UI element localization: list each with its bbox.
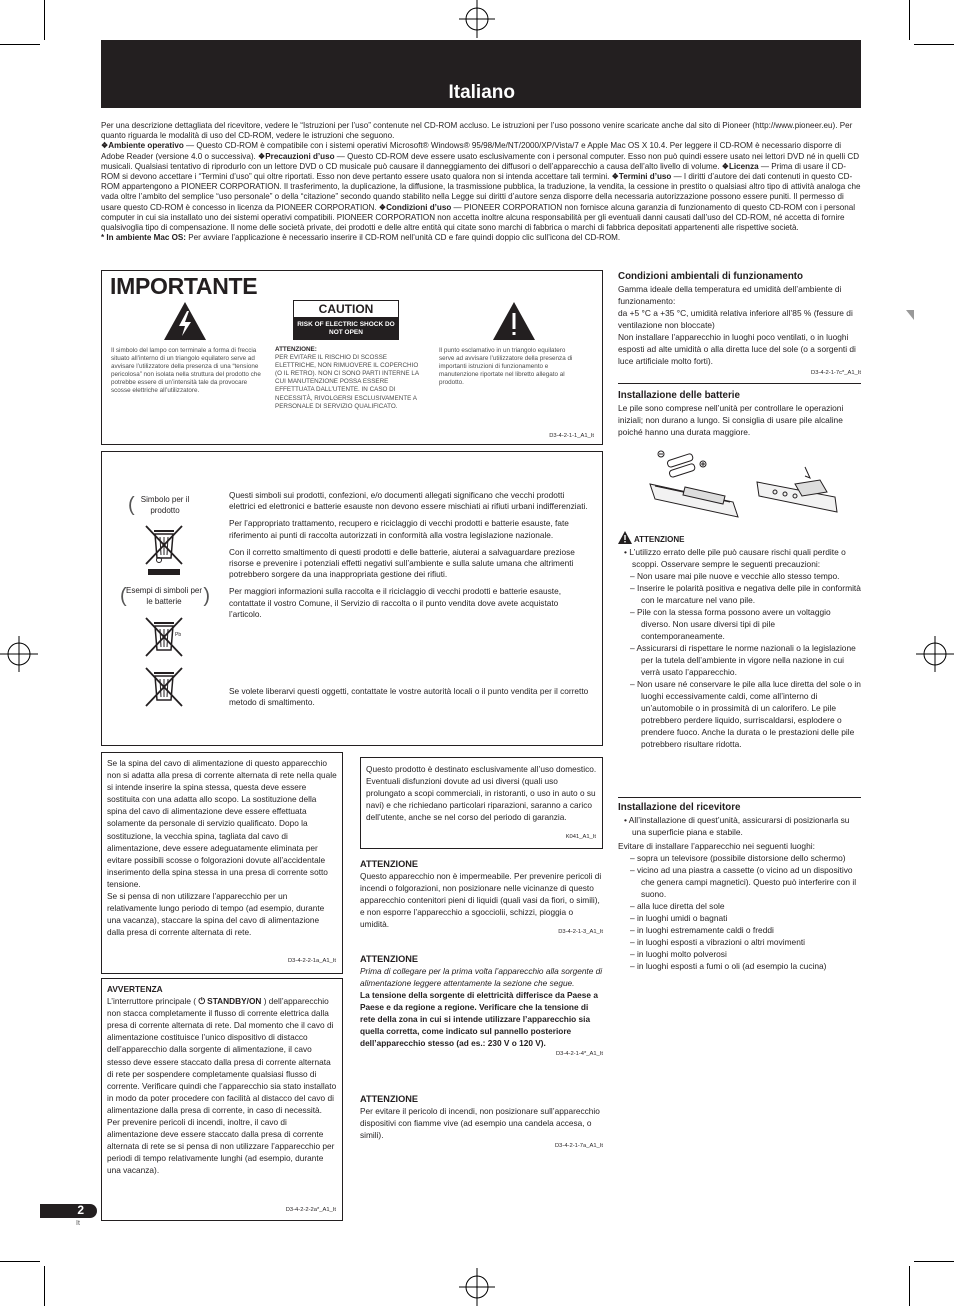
- list-item: – Pile con la stessa forma possono avere un voltaggio diverso. Non usare diversi tipi di pile contemporaneamente.: [630, 607, 831, 641]
- crop-mark: [44, 0, 45, 40]
- avvertenza-text: L’interruttore principale ( ⏻ STANDBY/ON ) dell’apparecchio non stacca completamente il flusso di corrente elettrica dalla presa di corrente alternata di rete. Dal momento che il cavo di alimentazione costituisce l’unico dispositivo di distacco dell’apparecchio dalla sorgente di alimentazione, il cavo stesso deve essere staccato dalla presa di corrente alternata di rete per sospendere completamente qualsiasi flusso di corrente. Verificare quindi che l’apparecchio sia stato installato in modo da poter procedere con facilità al distacco del cavo di alimentazione dalla presa di corrente, in caso di necessità. Per prevenire pericoli di incendi, inoltre, il cavo di alimentazione deve essere staccato dalla presa di corrente alternata di rete se si pensa di non utilizzare l’apparecchio per periodi di tempo relativamente lunghi (ad esempio, durante una vacanza).: [107, 996, 337, 1176]
- battery-symbol-label: ( Esempi di simboli per le batterie ): [120, 585, 210, 607]
- weee-paragraph: Se volete liberarvi questi oggetti, contattate le vostre autorità locali o il punto vendita per il corretto metodo di smaltimento.: [229, 686, 589, 708]
- intro-details: ❖Ambiente operativo — Questo CD-ROM è compatibile con i sistemi operativi Microsoft® Windows® 95/98/Me/NT/2000/XP/Vista/7 e Apple Mac OS X 10.4. Per leggere il CD-ROM è necessario disporre di Adobe Reader (versione 4.0 o successiva). ❖Precauzioni d’uso — Questo CD-ROM deve essere usato esclusivamente con i personal computer. Esso non può quindi essere usato nei lettori DVD né in quelli CD musicali. Qualsiasi tentativo di riprodurlo con un lettore DVD o CD musicale può causare il danneggiamento dei diffusori o dell’apparecchio a causa dell’alto livello di volume. ❖Licenza — Prima di usare il CD-ROM si devono accettare i “Termini d’uso” qui oltre riportati. Esso non deve pertanto essere usato qualora non si intenda accettare tali termini. ❖Termini d’uso — I diritti d’autore dei dati contenuti in questo CD-ROM appartengono a PIONEER CORPORATION. Il trasferimento, la duplicazione, la diffusione, la trasmissione pubblica, la traduzione, la vendita, la cessione in prestito o qualsiasi altro tipo di attività analoga che vada oltre l’ambito del semplice “uso personale” o della “citazione” secondo quando stabilito nella Legge sui diritti d’autore senza disporre della necessaria autorizzazione possono essere puniti. Il permesso di usare questo CD-ROM è concesso in licenza da PIONEER CORPORATION. ❖Condizioni d’uso — PIONEER CORPORATION non fornisce alcuna garanzia di funzionamento di questo CD-ROM con i personal computer in cui sia installato uno dei sistemi operativi compatibili. PIONEER CORPORATION non accetta inoltre alcuna responsabilità per gli eventuali danni causati dall’uso del CD-ROM, né accetta di fornire qualsivoglia tipo di compensazione. Il nome delle società private, dei prodotti e delle altre entità qui citate sono marchi di fabbrica o marchi di fabbrica depositati appartenenti alle rispettive società.: [101, 141, 861, 233]
- avvertenza-title: AVVERTENZA: [107, 984, 163, 994]
- weee-paragraph: Con il corretto smaltimento di questi prodotti e delle batterie, aiuterai a salvaguardare preziose risorse e prevenire i potenziali effetti negativi sull’ambiente e sulla salute umana che altrimenti potrebbero sorgere da una inappropriata gestione dei rifiuti.: [229, 546, 575, 580]
- product-symbol-label: ( Simbolo per il prodotto: [128, 494, 190, 516]
- attenzione-title: ATTENZIONE: [360, 859, 419, 869]
- crossed-bin-icon: [144, 522, 184, 578]
- attenzione-code: D3-4-2-1-3_A1_It: [558, 929, 603, 935]
- batterie-text: Le pile sono comprese nell’unità per controllare le operazioni iniziali; non durano a lungo. Si consiglia di usare pile alcaline poiché hanno una durata maggiore.: [618, 403, 844, 437]
- corner-triangle-icon: [906, 310, 914, 320]
- lightning-triangle-icon: [163, 301, 207, 341]
- battery-bin-pb-icon: [144, 616, 184, 662]
- list-item: – sopra un televisore (possibile distorsione dello schermo): [630, 853, 846, 863]
- list-item: – in luoghi esposti a vibrazioni o altri movimenti: [630, 937, 806, 947]
- avvertenza-code: D3-4-2-2-2a*_A1_It: [285, 1206, 336, 1213]
- ricevitore-title: Installazione del ricevitore: [618, 802, 741, 813]
- attenzione-water: [360, 858, 603, 936]
- caution-label: [293, 300, 399, 340]
- header-bar: [101, 40, 861, 108]
- pb-label: Pb: [175, 632, 182, 638]
- lightning-description: Il simbolo del lampo con terminale a forma di freccia situato all’interno di un triangolo equilatero serve ad avvisare l’utilizzatore della presenza di una “tensione pericolosa” non isolata nella struttura del prodotto che potrebbe essere di un’intensità tale da provocare scosse elettriche all’utilizzatore.: [111, 347, 261, 395]
- batterie-section: [618, 390, 861, 438]
- crop-mark: [909, 0, 910, 40]
- plug-code: D3-4-2-2-1a_A1_It: [287, 957, 336, 964]
- page-number-tab: [40, 1204, 97, 1218]
- condizioni-section: [618, 271, 861, 379]
- crop-mark: [914, 1261, 954, 1262]
- crop-mark: [0, 1261, 40, 1262]
- intro-text: [101, 121, 861, 243]
- batterie-bullet: • L’utilizzo errato delle pile può causare rischi quali perdite o scoppi. Osservare sempre le seguenti precauzioni:: [624, 547, 846, 569]
- registration-mark-right: [916, 634, 954, 674]
- ricevitore-intro: Evitare di installare l’apparecchio nei seguenti luoghi:: [618, 841, 815, 851]
- exclamation-triangle-icon: [492, 301, 536, 341]
- caution-heading: CAUTION: [294, 301, 398, 318]
- crop-mark: [909, 1266, 910, 1306]
- product-use-box: [360, 757, 603, 849]
- list-item: – Non usare né conservare le pile alla luce diretta del sole o in luoghi eccessivamente caldi, come all’interno di un’automobile o in prossimità di un calorifero. Le pile potrebbero perdere liquido, surriscaldarsi, esplodere o prendere fuoco. Anche la durata o le prestazioni delle pile potrebbero risultare ridotta.: [630, 679, 861, 749]
- batterie-list: [618, 570, 861, 750]
- product-code: K041_A1_It: [565, 833, 596, 840]
- plug-text: Se la spina del cavo di alimentazione di questo apparecchio non si adatta alla presa di corrente alternata di rete nella quale si intende inserire la spina stessa, questa deve essere sostituita con una adatta allo scopo. La sostituzione della spina del cavo di alimentazione deve essere effettuata solamente da personale di servizio qualificato. Dopo la sostituzione, la vecchia spina, tagliata dal cavo di alimentazione, deve essere adeguatamente eliminata per evitare possibili scosse o folgorazioni dovute all’accidentale inserimento della spina stessa in una presa di corrente sotto tensione. Se si pensa di non utilizzare l’apparecchio per un relativamente lungo periodo di tempo (ad esempio, durante una vacanza), staccare la spina del cavo di alimentazione dalla presa di corrente alternata di rete.: [107, 758, 337, 938]
- divider: [618, 383, 861, 384]
- intro-paragraph: Per una descrizione dettagliata del ricevitore, vedere le “Istruzioni per l’uso” contenute nel CD-ROM accluso. Le istruzioni per l’uso possono venire scaricate anche dal sito di Pioneer (http://www.pioneer.eu). Per quanto riguarda le modalità di uso del CD-ROM, vedere le istruzioni che seguono.: [101, 121, 853, 141]
- registration-mark-top: [457, 0, 497, 38]
- attenzione-heading: ATTENZIONE: [618, 531, 861, 546]
- importante-code: D3-4-2-1-1_A1_It: [549, 433, 594, 439]
- registration-mark-left: [0, 634, 38, 674]
- ricevitore-list: [618, 852, 861, 972]
- attenzione-voltage: [360, 953, 603, 1059]
- crop-mark: [0, 44, 40, 45]
- attenzione-title: ATTENZIONE: [360, 1094, 419, 1104]
- weee-box: [101, 451, 603, 746]
- exclamation-description: Il punto esclamativo in un triangolo equilatero serve ad avvisare l’utilizzatore della presenza di importanti istruzioni di funzionamento e manutenzione riportate nel libretto allegato al prodotto.: [439, 347, 573, 387]
- attenzione-bold: La tensione della sorgente di elettricità differisce da Paese a Paese e da regione a regione. Verificare che la tensione di rete della zona in cui si intende utilizzare l’apparecchio sia quella corretta, come indicato sul pannello posteriore dell’apparecchio stesso (ad es.: 230 V o 120 V).: [360, 990, 598, 1048]
- avvertenza-box: [101, 978, 343, 1221]
- list-item: – in luoghi estremamente caldi o freddi: [630, 925, 774, 935]
- list-item: – Assicurarsi di rispettare le norme nazionali o la legislazione per la tutela dell’ambiente in vigore nella nazione in cui verrà usato l’apparecchio.: [630, 643, 856, 677]
- weee-text: [229, 490, 591, 626]
- importante-box: [101, 270, 603, 445]
- list-item: – Inserire le polarità positiva e negativa delle pile in conformità con le marcature nel vano pile.: [630, 583, 861, 605]
- caution-subtext: RISK OF ELECTRIC SHOCK DO NOT OPEN: [294, 318, 398, 339]
- list-item: – in luoghi molto polverosi: [630, 949, 727, 959]
- crop-mark: [44, 1266, 45, 1306]
- attenzione-text: Questo apparecchio non è impermeabile. Per prevenire pericoli di incendi o folgorazioni, non posizionare nelle vicinanze di questo apparecchio contenitori pieni di liquidi (quali vasi da fiori, o simili), e non esporre l’apparecchio a sgocciolii, schizzi, pioggia o umidità.: [360, 871, 602, 929]
- weee-paragraph: Per maggiori informazioni sulla raccolta e il riciclaggio di vecchi prodotti e batterie esauste, contattate il vostro Comune, il Servizio di raccolta o il punto vendita dove avete acquistato l’articolo.: [229, 586, 562, 619]
- plug-warning-box: [101, 752, 343, 974]
- list-item: – Non usare mai pile nuove e vecchie allo stesso tempo.: [630, 571, 840, 581]
- ricevitore-bullet: • All’installazione di quest’unità, assicurarsi di posizionarla su una superficie piana e stabile.: [624, 815, 850, 837]
- weee-paragraph: Per l’appropriato trattamento, recupero e riciclaggio di vecchi prodotti e batterie esauste, fate riferimento ai punti di raccolta autorizzati in conformità alla vostra legislazione nazionale.: [229, 518, 569, 540]
- attenzione-title: ATTENZIONE: [360, 954, 419, 964]
- caution-attention: ATTENZIONE: PER EVITARE IL RISCHIO DI SCOSSE ELETTRICHE, NON RIMUOVERE IL COPERCHIO (O IL RETRO). NON CI SONO PARTI INTERNE LA CUI MANUTENZIONE POSSA ESSERE EFFETTUATA DALL’UTENTE. IN CASO DI NECESSITÀ, RIVOLGERSI ESCLUSIVAMENTE A PERSONALE DI SERVIZIO QUALIFICATO.: [275, 346, 419, 410]
- remote-battery-illustration: [645, 442, 845, 527]
- ricevitore-section: [618, 802, 861, 972]
- condizioni-code: D3-4-2-1-7c*_A1_It: [811, 370, 861, 376]
- crop-mark: [914, 44, 954, 45]
- list-item: – vicino ad una piastra a cassette (o vicino ad un dispositivo che genera campi magnetici). Questo può interferire con il suono.: [630, 865, 857, 899]
- attenzione-code: D3-4-2-1-4*_A1_It: [555, 1051, 603, 1057]
- list-item: – alla luce diretta del sole: [630, 901, 725, 911]
- warning-triangle-icon: [618, 531, 632, 544]
- list-item: – in luoghi umidi o bagnati: [630, 913, 728, 923]
- page-number: 2: [77, 1203, 84, 1217]
- batterie-title: Installazione delle batterie: [618, 390, 740, 401]
- product-text: Questo prodotto è destinato esclusivamente all’uso domestico. Eventuali disfunzioni dovute ad usi diversi (quali uso prolungato a scopi commerciali, in ristoranti, o uso in auto o su navi) e che richiedano particolari riparazioni, saranno a carico dell’utente, anche se nel corso del periodo di garanzia.: [366, 764, 597, 823]
- batterie-caution: [618, 531, 861, 750]
- page-language: It: [76, 1220, 80, 1227]
- attenzione-flame: [360, 1093, 603, 1151]
- list-item: – in luoghi esposti a fumi o oli (ad esempio la cucina): [630, 961, 827, 971]
- intro-mac: * In ambiente Mac OS: Per avviare l’applicazione è necessario inserire il CD-ROM nell’unità CD e fare quindi doppio clic sull’icona del CD-ROM.: [101, 233, 621, 243]
- attenzione-italic: Prima di collegare per la prima volta l’apparecchio alla sorgente di alimentazione leggere attentamente la sezione che segue.: [360, 966, 603, 988]
- weee-paragraph: Questi simboli sui prodotti, confezioni, e/o documenti allegati significano che vecchi prodotti elettrici ed elettronici e batterie esauste non devono essere mischiati ai rifiuti urbani indifferenziati.: [229, 490, 588, 512]
- attenzione-text: Per evitare il pericolo di incendi, non posizionare sull’apparecchio dispositivi con fiamme vive (ad esempio una candela accesa, o simili).: [360, 1106, 600, 1140]
- condizioni-text: Gamma ideale della temperatura ed umidità dell’ambiente di funzionamento: da +5 °C a +35 °C, umidità relativa inferiore all’85 % (fessure di ventilazione non bloccate) Non installare l’apparecchio in luoghi poco ventilati, o in luoghi esposti ad alte umidità o alla diretta luce del sole (o a sorgenti di luce artificiale molto forti).: [618, 284, 856, 366]
- importante-title: IMPORTANTE: [110, 273, 258, 299]
- registration-mark-bottom: [457, 1268, 497, 1306]
- page-title: Italiano: [448, 82, 515, 103]
- divider: [618, 797, 861, 798]
- battery-bin-icon: [144, 666, 184, 712]
- attenzione-code: D3-4-2-1-7a_A1_It: [554, 1143, 603, 1149]
- condizioni-title: Condizioni ambientali di funzionamento: [618, 271, 804, 282]
